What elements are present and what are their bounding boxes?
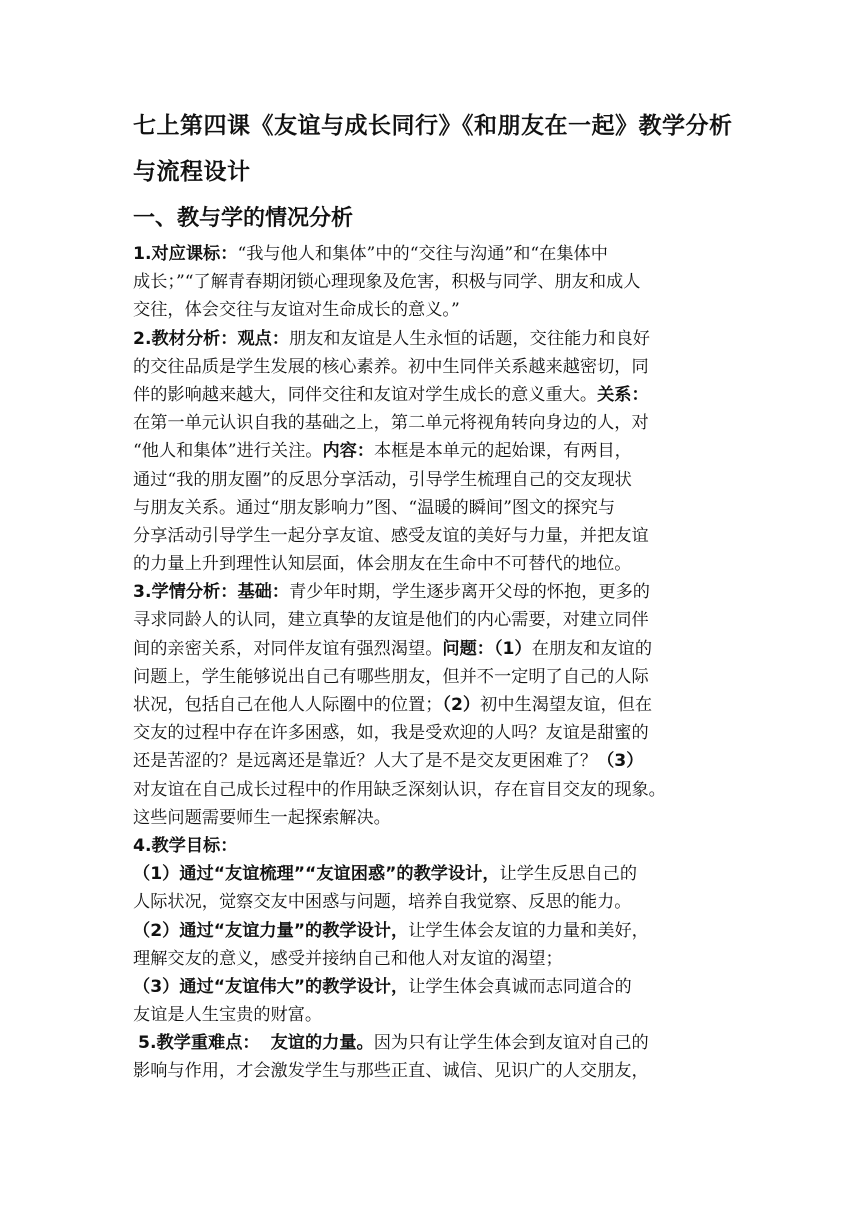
- item-number: （1）: [493, 638, 532, 659]
- paragraph-curriculum-line: 成长；”“了解青春期闭锁心理现象及危害，积极与同学、朋友和成人: [133, 272, 641, 293]
- paragraph-textbook-line: [133, 437, 773, 465]
- objective-item: [133, 917, 773, 945]
- objectives-label: 4.教学目标：: [133, 835, 238, 856]
- text-run: 让学生反思自己的: [499, 864, 638, 885]
- paragraph-textbook-line: 在第一单元认识自我的基础之上，第二单元将视角转向身边的人，对: [133, 413, 649, 434]
- paragraph-learner-line: [133, 747, 773, 775]
- textbook-label: 2.教材分析：: [133, 328, 238, 349]
- text-run: 让学生体会真诚而志同道合的: [408, 976, 632, 997]
- paragraph-learner-line: [133, 635, 773, 663]
- paragraph-curriculum-line: 交往，体会交往与友谊对生命成长的意义。”: [133, 300, 460, 321]
- text-run: 让学生体会友谊的力量和美好，: [408, 920, 649, 941]
- text-run: 伴的影响越来越大，同伴交往和友谊对学生成长的意义重大。: [133, 384, 598, 405]
- paragraph-learner-line: [133, 691, 773, 719]
- paragraph-textbook-line: 的交往品质是学生发展的核心素养。初中生同伴关系越来越密切，同: [133, 356, 649, 377]
- paragraph-learner-line: 这些问题需要师生一起探索解决。: [133, 807, 391, 828]
- objective-lead: （1）通过“友谊梳理”“友谊困惑”的教学设计，: [133, 864, 500, 885]
- paragraph-textbook-line: 分享活动引导学生一起分享友谊、感受友谊的美好与力量，并把友谊: [133, 525, 649, 546]
- objective-item: [133, 973, 773, 1001]
- item-number: （3）: [597, 751, 644, 772]
- objective-item: [133, 860, 773, 888]
- keyword: 关系：: [597, 384, 649, 405]
- paragraph-textbook-line: 与朋友关系。通过“朋友影响力”图、“温暖的瞬间”图文的探究与: [133, 497, 616, 518]
- key-points-line: 影响与作用，才会激发学生与那些正直、诚信、见识广的人交朋友，: [133, 1061, 649, 1082]
- objective-item-line: 理解交友的意义，感受并接纳自己和他人对友谊的渴望；: [133, 948, 563, 969]
- paragraph-learner-line: 问题上，学生能够说出自己有哪些朋友，但并不一定明了自己的人际: [133, 666, 649, 687]
- paragraph-learner-line: 对友谊在自己成长过程中的作用缺乏深刻认识，存在盲目交友的现象。: [133, 779, 666, 800]
- item-number: （2）: [442, 695, 481, 715]
- text-run: “他人和集体”进行关注。: [133, 441, 323, 462]
- keyword: 问题：: [442, 638, 494, 659]
- paragraph-curriculum-line: [133, 240, 773, 268]
- document-body: [133, 240, 773, 1086]
- objective-item-line: 友谊是人生宝贵的财富。: [133, 1005, 323, 1026]
- paragraph-learner-line: [133, 578, 773, 606]
- section-heading: 一、教与学的情况分析: [133, 206, 354, 231]
- text-run: 状况，包括自己在他人人际圈中的位置；: [133, 695, 443, 715]
- keyword: 观点：: [237, 328, 290, 349]
- paragraph-textbook-line: [133, 325, 773, 353]
- paragraph-learner-line: 交友的过程中存在许多困惑，如，我是受欢迎的人吗？友谊是甜蜜的: [133, 723, 649, 744]
- learner-label: 3.学情分析：: [133, 582, 238, 603]
- key-points-label: 5.教学重难点：: [138, 1033, 260, 1054]
- curriculum-label: 1.对应课标：: [133, 244, 238, 264]
- objective-lead: （2）通过“友谊力量”的教学设计，: [133, 920, 409, 941]
- paragraph-learner-line: 寻求同龄人的认同，建立真挚的友谊是他们的内心需要，对建立同伴: [133, 610, 649, 631]
- text-run: 初中生渴望友谊，但在: [480, 695, 653, 715]
- text-run: 在朋友和友谊的: [531, 638, 653, 659]
- objective-lead: （3）通过“友谊伟大”的教学设计，: [133, 976, 409, 997]
- text-run: 间的亲密关系，对同伴友谊有强烈渴望。: [133, 638, 443, 659]
- document-title-line-2: 与流程设计: [133, 159, 251, 185]
- text-run: 朋友和友谊是人生永恒的话题，交往能力和良好: [289, 328, 650, 349]
- objective-item-line: 人际状况，觉察交友中困惑与问题，培养自我觉察、反思的能力。: [133, 892, 632, 913]
- text-run: 因为只有让学生体会到友谊对自己的: [373, 1033, 649, 1054]
- keyword: 基础：: [237, 582, 290, 603]
- paragraph-textbook-line: 通过“我的朋友圈”的反思分享活动，引导学生梳理自己的交友现状: [133, 469, 632, 490]
- text-run: 青少年时期，学生逐步离开父母的怀抱，更多的: [289, 582, 650, 603]
- document-title-line-1: 七上第四课《友谊与成长同行》《和朋友在一起》教学分析: [133, 113, 733, 139]
- paragraph-textbook-line: [133, 381, 773, 409]
- text-run: 还是苦涩的？是远离还是靠近？人大了是不是交友更困难了？: [133, 751, 598, 772]
- text-run: “我与他人和集体”中的“交往与沟通”和“在集体中: [237, 244, 608, 264]
- key-points-line: [133, 1029, 773, 1057]
- keyword: 内容：: [322, 441, 375, 462]
- key-point: 友谊的力量。: [270, 1033, 374, 1054]
- paragraph-textbook-line: 的力量上升到理性认知层面，体会朋友在生命中不可替代的地位。: [133, 554, 632, 575]
- text-run: 本框是本单元的起始课，有两目，: [374, 441, 632, 462]
